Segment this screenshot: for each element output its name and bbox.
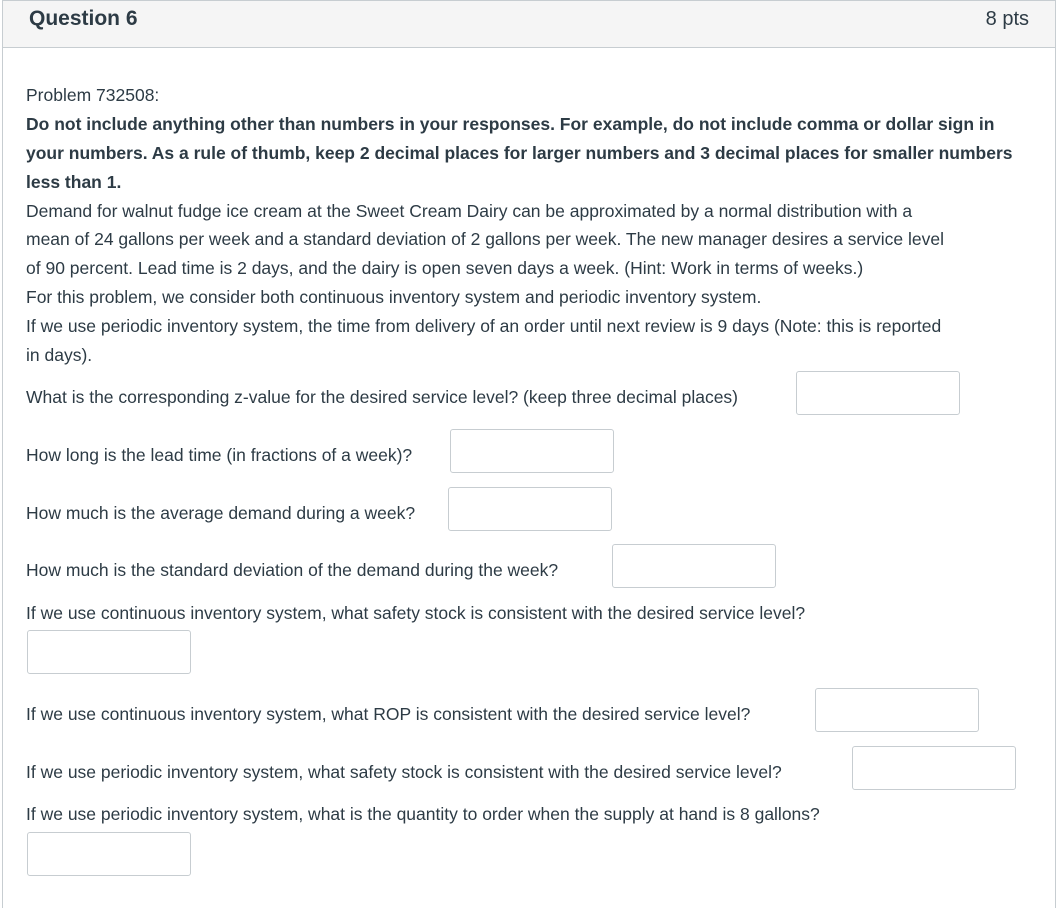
description-line: mean of 24 gallons per week and a standard deviation of 2 gallons per week. The new manager desires a service level: [26, 229, 944, 249]
question-1-text: What is the corresponding z-value for the desired service level? (keep three decimal places): [26, 387, 739, 407]
problem-id: Problem 732508:: [26, 85, 160, 105]
question-title: Question 6: [29, 7, 138, 30]
answer-input-6[interactable]: [815, 688, 979, 732]
question-points: 8 pts: [985, 8, 1029, 30]
answer-input-7[interactable]: [852, 746, 1016, 790]
instruction-line: your numbers. As a rule of thumb, keep 2 decimal places for larger numbers and 3 decimal places for smaller numbers: [26, 143, 1013, 163]
description-line: Demand for walnut fudge ice cream at the Sweet Cream Dairy can be approximated by a normal distribution with a: [26, 201, 913, 221]
question-8-text: If we use periodic inventory system, what is the quantity to order when the supply at hand is 8 gallons?: [26, 804, 820, 824]
question-header: [3, 1, 1055, 48]
question-7-text: If we use periodic inventory system, what safety stock is consistent with the desired service level?: [26, 762, 782, 782]
question-4-text: How much is the standard deviation of the demand during the week?: [26, 560, 559, 580]
answer-input-8[interactable]: [27, 832, 191, 876]
question-2-text: How long is the lead time (in fractions of a week)?: [26, 445, 413, 465]
answer-input-3[interactable]: [448, 487, 612, 531]
instruction-line: Do not include anything other than numbers in your responses. For example, do not include comma or dollar sign in: [26, 114, 995, 134]
answer-input-4[interactable]: [612, 544, 776, 588]
question-5-text: If we use continuous inventory system, what safety stock is consistent with the desired service level?: [26, 603, 806, 623]
answer-input-2[interactable]: [450, 429, 614, 473]
answer-input-5[interactable]: [27, 630, 191, 674]
description-line: For this problem, we consider both continuous inventory system and periodic inventory system.: [26, 287, 762, 307]
answer-input-1[interactable]: [796, 371, 960, 415]
question-6-text: If we use continuous inventory system, what ROP is consistent with the desired service level?: [26, 704, 751, 724]
description-line: of 90 percent. Lead time is 2 days, and the dairy is open seven days a week. (Hint: Work in terms of weeks.): [26, 258, 864, 278]
question-3-text: How much is the average demand during a week?: [26, 503, 416, 523]
instruction-line: less than 1.: [26, 172, 122, 192]
description-line: If we use periodic inventory system, the time from delivery of an order until next review is 9 days (Note: this is reported: [26, 316, 942, 336]
description-line: in days).: [26, 345, 93, 365]
